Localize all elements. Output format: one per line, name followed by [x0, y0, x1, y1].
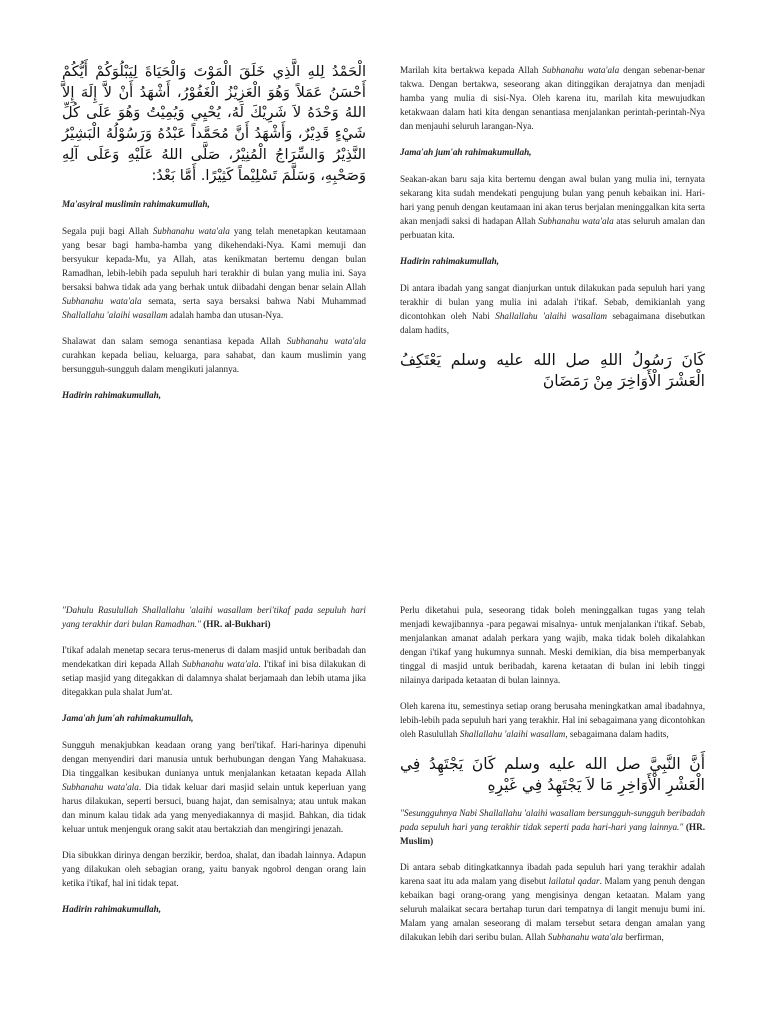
text-run: . Dia tidak keluar dari masjid selain untuk keperluan yang harus dilakukan, seperti bersuci, buang hajat, dan semisalnya; atau untuk makan dan minum kalau tidak ada yang menyediakannya di masjid. Bahkan, dia tidak keluar untuk menjenguk orang sakit atau bertakziah dan mengiringi jenazah.	[62, 781, 367, 834]
text-run: Marilah kita bertakwa kepada Allah	[400, 65, 543, 75]
paragraph	[400, 861, 705, 945]
section-heading: Jama'ah jum'ah rahimakumullah,	[400, 146, 532, 157]
text-run: Di antara ibadah yang sangat dianjurkan untuk dilakukan pada sepuluh hari yang terakhir di bulan yang mulia ini adalah i'tikaf. Sebab, demikianlah yang dicontohkan oleh Nabi	[400, 282, 705, 321]
paragraph	[400, 64, 705, 134]
italic-term: Subhanahu wata'ala	[152, 226, 230, 237]
paragraph	[400, 282, 705, 338]
arabic-opening-prayer: الْحَمْدُ لِلهِ الَّذِي خَلَقَ الْمَوْتَ وَالْحَيَاةَ لِيَبْلُوَكُمْ أَيُّكُمْ أَحْسَنُ عَمَلاً وَهُوَ الْعَزِيْزُ الْغَفُوْرُ، أَشْهَدُ أَنْ لاَّ إِلَهَ إِلاَّ اللهُ وَحْدَهُ لاَ شَرِيْكَ لَهُ، يُحْيِي وَيُمِيْتُ وَهُوَ عَلَى كُلِّ شَيْءٍ قَدِيْرٌ، وَأَشْهَدُ أَنَّ مُحَمَّداً عَبْدُهُ وَرَسُوْلُهُ الْبَشِيْرُ النَّذِيْرُ وَالسِّرَاجُ الْمُنِيْرُ، صَلَّى اللهُ عَلَيْهِ وَعَلَى آلِهِ وَصَحْبِهِ، وَسَلَّمَ تَسْلِيْماً كَثِيْرًا. أَمَّا بَعْدُ:	[62, 63, 366, 184]
italic-term: Subhanahu wata'ala	[542, 65, 620, 75]
text-run: berfirman,	[622, 932, 664, 943]
italic-term: Subhanahu wata'ala	[538, 215, 614, 226]
italic-term: Subhanahu wata'ala	[62, 781, 139, 792]
section-heading: Ma'asyiral muslimin rahimakumullah,	[62, 199, 210, 210]
text-run: , sebagaimana dalam hadits,	[565, 728, 669, 739]
section-heading: Jama'ah jum'ah rahimakumullah,	[62, 712, 194, 723]
text-run: adalah hamba dan utusan-Nya.	[167, 310, 284, 321]
paragraph	[62, 225, 366, 323]
text-run: Segala puji bagi Allah	[62, 226, 153, 237]
italic-term: Subhanahu wata'ala	[182, 658, 259, 669]
text-run: curahkan kepada beliau, keluarga, para sahabat, dan kaum muslimin yang bersungguh-sungguh dalam mengikuti jalannya.	[62, 350, 366, 375]
arabic-hadith: كَانَ رَسُولُ اللهِ صل الله عليه وسلم يَعْتَكِفُ الْعَشْرَ الْأَوَاخِرَ مِنْ رَمَضَانَ	[400, 350, 705, 390]
text-run: . Malam yang penuh dengan kebaikan bagi orang-orang yang mengisinya dengan ketaatan. Malam yang seluruh malaikat secara bertahap turun dari tempatnya di langit menuju bumi ini. Malam yang amalan seseorang di malam tersebut setara dengan amalan yang dilakukan lebih dari seribu bulan. Allah	[400, 876, 705, 943]
text-run: I'tikaf adalah menetap secara terus-menerus di dalam masjid untuk beribadah dan mendekatkan diri kepada Allah	[62, 644, 366, 669]
text-run: Dia sibukkan dirinya dengan berzikir, berdoa, shalat, dan ibadah lainnya. Adapun yang dilakukan oleh sebagian orang, yaitu banyak ngobrol dengan orang lain ketika i'tikaf, hal ini tidak tepat.	[62, 849, 366, 888]
paragraph	[62, 849, 366, 891]
arabic-hadith: أَنَّ النَّبِيَّ صل الله عليه وسلم كَانَ يَجْتَهِدُ فِي الْعَشْرِ الْأَوَاخِرِ مَا لاَ يَجْتَهِدُ فِي غَيْرِهِ	[400, 754, 705, 794]
text-run: Perlu diketahui pula, seseorang tidak boleh meninggalkan tugas yang telah menjadi kewajibannya -para pegawai misalnya- untuk menjalankan i'tikaf. Sebab, menjalankan amanat adalah perkara yang wajib, maka tidak boleh dikalahkan dengan i'tikaf yang hukumnya sunnah. Meski demikian, dia bisa memperbanyak tinggal di masjid untuk beribadah, karena ketaatan di bulan ini lebih tinggi nilainya daripada ketaatan di bulan lainnya.	[400, 605, 705, 685]
quote-source: (HR. Muslim)	[400, 822, 706, 847]
text-run: . I'tikaf ini bisa dilakukan di setiap masjid yang ditegakkan di dalamnya shalat berjamaah dan lebih utama jika ditegakkan pula shalat Jum'at.	[62, 658, 366, 697]
column-top-left	[62, 62, 366, 416]
quote-text: "Sesungguhnya Nabi Shallallahu 'alaihi wasallam bersungguh-sungguh beribadah pada sepuluh hari yang terakhir tidak seperti pada hari-hari yang lainnya."	[400, 808, 705, 833]
quote-source: (HR. al-Bukhari)	[203, 618, 271, 629]
paragraph	[62, 335, 366, 377]
text-run: Sungguh menakjubkan keadaan orang yang beri'tikaf. Hari-harinya dipenuhi dengan menyendiri dari manusia untuk berhubungan dengan Yang Mahakuasa. Dia tinggalkan kesibukan dunianya untuk menjalankan ketaatan kepada Allah	[62, 739, 366, 778]
paragraph	[62, 644, 366, 700]
italic-term: Subhanahu wata'ala	[547, 932, 623, 943]
paragraph	[62, 739, 366, 837]
text-run: atas seluruh amalan dan perbuatan kita.	[400, 215, 705, 240]
section-heading: Hadirin rahimakumullah,	[400, 255, 500, 266]
text-run: sebagaimana disebutkan dalam hadits,	[400, 310, 705, 335]
paragraph	[400, 173, 705, 243]
column-top-right	[400, 64, 705, 403]
italic-term: Subhanahu wata'ala	[62, 296, 142, 307]
text-run: Shalawat dan salam semoga senantiasa kepada Allah	[62, 336, 287, 347]
section-heading: Hadirin rahimakumullah,	[62, 903, 162, 914]
text-run: Di antara sebab ditingkatkannya ibadah pada sepuluh hari yang terakhir adalah karena saat itu ada malam yang disebut	[400, 862, 705, 887]
column-bottom-right	[400, 604, 705, 957]
section-heading: Hadirin rahimakumullah,	[62, 390, 162, 401]
italic-term: lailatul qadar	[548, 876, 600, 887]
text-run: yang telah menetapkan keutamaan yang besar bagi hamba-hamba yang dikehendaki-Nya. Kami memuji dan bersyukur kepada-Mu, ya Allah, atas kenikmatan bertemu dengan bulan Ramadhan, lebih-lebih pada sepuluh hari terakhir di bulan yang mulia ini. Saya bersaksi bahwa tidak ada yang berhak untuk diibadahi dengan benar selain Allah	[62, 226, 367, 293]
paragraph	[400, 700, 705, 742]
text-run: Oleh karena itu, semestinya setiap orang berusaha meningkatkan amal ibadahnya, lebih-lebih pada sepuluh hari yang terakhir. Hal ini sebagaimana yang dicontohkan oleh Rasulullah	[400, 700, 705, 739]
hadith-translation	[400, 807, 705, 849]
italic-term: Shallallahu 'alaihi wasallam	[495, 310, 607, 321]
text-run: semata, serta saya bersaksi bahwa Nabi Muhammad	[141, 296, 366, 307]
quote-text: "Dahulu Rasulullah Shallallahu 'alaihi wasallam beri'tikaf pada sepuluh hari yang terakhir dari bulan Ramadhan."	[62, 605, 366, 629]
text-run: Seakan-akan baru saja kita bertemu dengan awal bulan yang mulia ini, ternyata sekarang kita sudah mendekati pengujung bulan yang penuh kebaikan ini. Hari-hari yang penuh dengan keutamaan ini akan terus berjalan meninggalkan kita serta akan menjadi saksi di hadapan Allah	[400, 173, 705, 226]
italic-term: Shallallahu 'alaihi wasallam	[459, 728, 566, 739]
italic-term: Shallallahu 'alaihi wasallam	[62, 310, 168, 321]
italic-term: Subhanahu wata'ala	[286, 336, 366, 347]
hadith-translation	[62, 604, 366, 632]
column-bottom-left	[62, 604, 366, 930]
text-run: dengan sebenar-benar takwa. Dengan bertakwa, seseorang akan ditinggikan derajatnya dan menjadi hamba yang mulia di sisi-Nya. Oleh karena itu, marilah kita mewujudkan ketakwaan dalam hati kita dengan senantiasa menjalankan perintah-perintah-Nya dan menjauhi seluruh larangan-Nya.	[400, 65, 705, 131]
paragraph	[400, 604, 705, 688]
